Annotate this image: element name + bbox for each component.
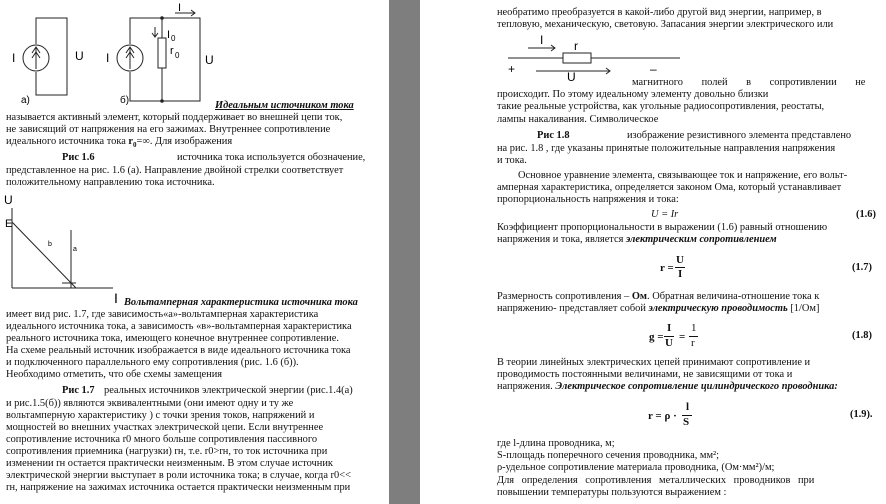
p3-line-6: электрической энергии выступает в роли источника тока; в случае, когда r0<< (6, 470, 351, 481)
line9 (497, 381, 838, 393)
line6-c: . Обратная величина-отношение тока к (647, 291, 820, 302)
p1-line3 (6, 136, 232, 151)
p1-heading: Идеальным источником тока (215, 100, 354, 111)
fig16-label-a: а) (21, 95, 30, 106)
fig18-text: изображение резистивного элемента представлено (627, 130, 852, 141)
line9-b: Электрическое сопротивление цилиндрического проводника: (555, 381, 838, 392)
eq19-top: l (686, 401, 690, 413)
fig17-E: E (5, 218, 13, 230)
line2-1: такие реальные устройства, как угольные радиосопротивления, реостаты, (497, 101, 825, 112)
p2-line-4: и подключенного параллельного ему сопротивления (рис. 1.6 (б)). (6, 357, 299, 368)
line5-0: Коэффициент пропорциональности в выражении (1.6) равный отношению (497, 222, 828, 233)
p2-line-0: имеет вид рис. 1.7, где зависимость«a»-вольтамперная характеристика (6, 309, 319, 320)
top-line-0: необратимо преобразуется в какой-либо другой вид энергии, например, в (497, 7, 822, 18)
p3-line-1: вольтамперную характеристику ) с точки зрения токов, напряжений и (6, 410, 315, 421)
eq17-den: I (678, 268, 683, 280)
fig16-I0: I (167, 29, 171, 41)
fig17-b: b (48, 241, 52, 248)
eq17-lhs: r = (660, 262, 674, 274)
p2-line-1: идеального источника тока, а зависимость «в»-вольтамперная характеристика (6, 321, 352, 332)
figure-1-6 (0, 0, 389, 110)
fig18-r: r (574, 39, 578, 53)
line2-2: лампы накаливания. Символическое (497, 114, 659, 125)
line7-c: [1/Ом] (787, 303, 820, 314)
fig18-I: I (540, 33, 544, 47)
p1-line3-r: r (128, 136, 134, 147)
right-page (420, 0, 886, 504)
page-gap (389, 0, 420, 504)
fig16-I-right: I (106, 51, 110, 65)
fig17-a: a (73, 246, 77, 253)
line7-a: напряжению- представляет собой (497, 303, 649, 314)
line4-2: пропорциональность напряжения и тока: (497, 194, 679, 205)
line4-0: Основное уравнение элемента, связывающее ток и напряжение, его вольт- (518, 170, 848, 181)
fig17-I: I (114, 290, 118, 306)
eq18-f1-den: U (665, 337, 673, 349)
line5b-a: напряжения и тока, является (497, 234, 626, 245)
eq16: U = Ir (651, 209, 679, 220)
p3-line-0: и рис.1.5(б)) являются эквивалентными (они имеют одну и ту же (6, 398, 294, 409)
line8-0: В теории линейных электрических цепей принимают сопротивление и (497, 357, 811, 368)
eq17-top: U (676, 254, 684, 266)
p2-heading: Вольтамперная характеристика источника тока (124, 297, 358, 308)
line5b (497, 234, 777, 246)
fig18-U: U (567, 70, 576, 84)
p1-line3-a: идеального источника тока (6, 136, 129, 147)
eq17-number: (1.7) (852, 262, 872, 273)
mag-line: магнитного полей в сопротивлении не (632, 77, 866, 88)
line10-4: повышении температуры пользуются выражением : (497, 487, 727, 498)
eq18-number: (1.8) (852, 330, 872, 341)
fig18-plus: + (508, 62, 516, 76)
fig16-U-left: U (75, 49, 84, 63)
line3-1: и тока. (497, 155, 527, 166)
left-page (0, 0, 389, 504)
fig16-I-top: I (178, 2, 182, 14)
line6-a: Размерность сопротивления – (497, 291, 632, 302)
after-caption-line2: положительному направлению тока источника. (6, 177, 215, 188)
node-top (160, 16, 164, 20)
line7 (497, 303, 819, 315)
fig18-minus: – (650, 62, 657, 76)
line2-0: происходит. По этому идеальному элементу довольно близки (497, 89, 769, 100)
p3-line-5: изменении rн остается практически неизменным. В этом случае источник (6, 458, 333, 469)
fig16-U-right: U (205, 53, 214, 67)
p2-line-2: реального источника тока, имеющего конечное внутреннее сопротивление. (6, 333, 339, 344)
circuit-a (23, 18, 67, 95)
p1-line3-sub: 0 (133, 141, 137, 150)
line10-0: где l-длина проводника, м; (497, 438, 615, 449)
p2-line-5: Необходимо отметить, что обе схемы замещения (6, 369, 223, 380)
top-line-1: тепловую, механическую, световую. Запасания энергии электрического или (497, 19, 834, 30)
line6 (497, 291, 819, 303)
eq19-lhs: r = ρ · (648, 410, 677, 422)
node-bottom (160, 99, 164, 103)
fig16-label-b: б) (120, 95, 130, 106)
p3-line-3: сопротивление источника r0 много больше сопротивления пассивного (6, 434, 318, 445)
eq18-f1-top: I (667, 322, 672, 334)
circuit-b (117, 10, 200, 101)
line9-a: напряжения. (497, 381, 556, 392)
fig16-text: источника тока используется обозначение, (177, 152, 366, 163)
eq19-den: S (683, 416, 690, 428)
line3-0: на рис. 1.8 , где указаны принятые положительные направления напряжения (497, 143, 836, 154)
line8-1: проводимость постоянными величинами, не зависящими от тока и (497, 369, 793, 380)
fig18-resistor (563, 53, 591, 63)
line6-b: Ом (631, 291, 647, 302)
eq19-number: (1.9). (850, 409, 873, 420)
fig16-r0-sub: 0 (175, 51, 180, 60)
p1-line1: называется активный элемент, который поддерживает во внешней цепи ток, (6, 112, 343, 123)
p3-line-7: rн, напряжение на зажимах источника остается практически неизменным при (6, 482, 351, 493)
p1-line2: не зависящий от напряжения на его зажимах. Внутреннее сопротивление (6, 124, 331, 135)
fig17-line-b (12, 222, 76, 288)
fig16-caption: Рис 1.6 (62, 152, 95, 163)
fig16-I-left: I (12, 51, 16, 65)
eq18-f2-den: r (691, 337, 695, 349)
eq18-f2-top: 1 (691, 322, 697, 334)
fig17-text: реальных источников электрической энергии (рис.1.4(а) (104, 385, 353, 396)
p1-line3-d: =∞. Для изображения (136, 136, 233, 147)
fig16-r0: r (170, 45, 174, 57)
p3-line-2: мощностей во внешних участках электрической цепи. Если внутреннее (6, 422, 324, 433)
fig16-I0-sub: 0 (171, 34, 176, 43)
line10-3: Для определения сопротивления металлических проводников при (497, 475, 815, 486)
eq18-lhs: g = (649, 331, 664, 343)
line10-1: S-площадь поперечного сечения проводника, мм²; (497, 450, 720, 461)
fig17-caption: Рис 1.7 (62, 385, 95, 396)
after-caption-line1: представленное на рис. 1.6 (а). Направление двойной стрелки соответствует (6, 165, 344, 176)
p2-line-3: На схеме реальный источник изображается в виде идеального источника тока (6, 345, 351, 356)
fig17-U: U (4, 193, 13, 207)
line7-b: электрическую проводимость (648, 303, 788, 314)
fig18-caption: Рис 1.8 (537, 130, 570, 141)
line4-1: амперная характеристика, определяется законом Ома, который устанавливает (497, 182, 842, 193)
p3-line-4: сопротивления приемника (нагрузки) rн, т.е. r0>rн, то ток источника при (6, 446, 328, 457)
line10-2: ρ-удельное сопротивление материала проводника, (Ом·мм²)/м; (497, 462, 775, 473)
eq16-number: (1.6) (856, 209, 876, 220)
line5b-b: электрическим сопротивлением (625, 234, 777, 245)
eq18-eq: = (679, 331, 686, 343)
